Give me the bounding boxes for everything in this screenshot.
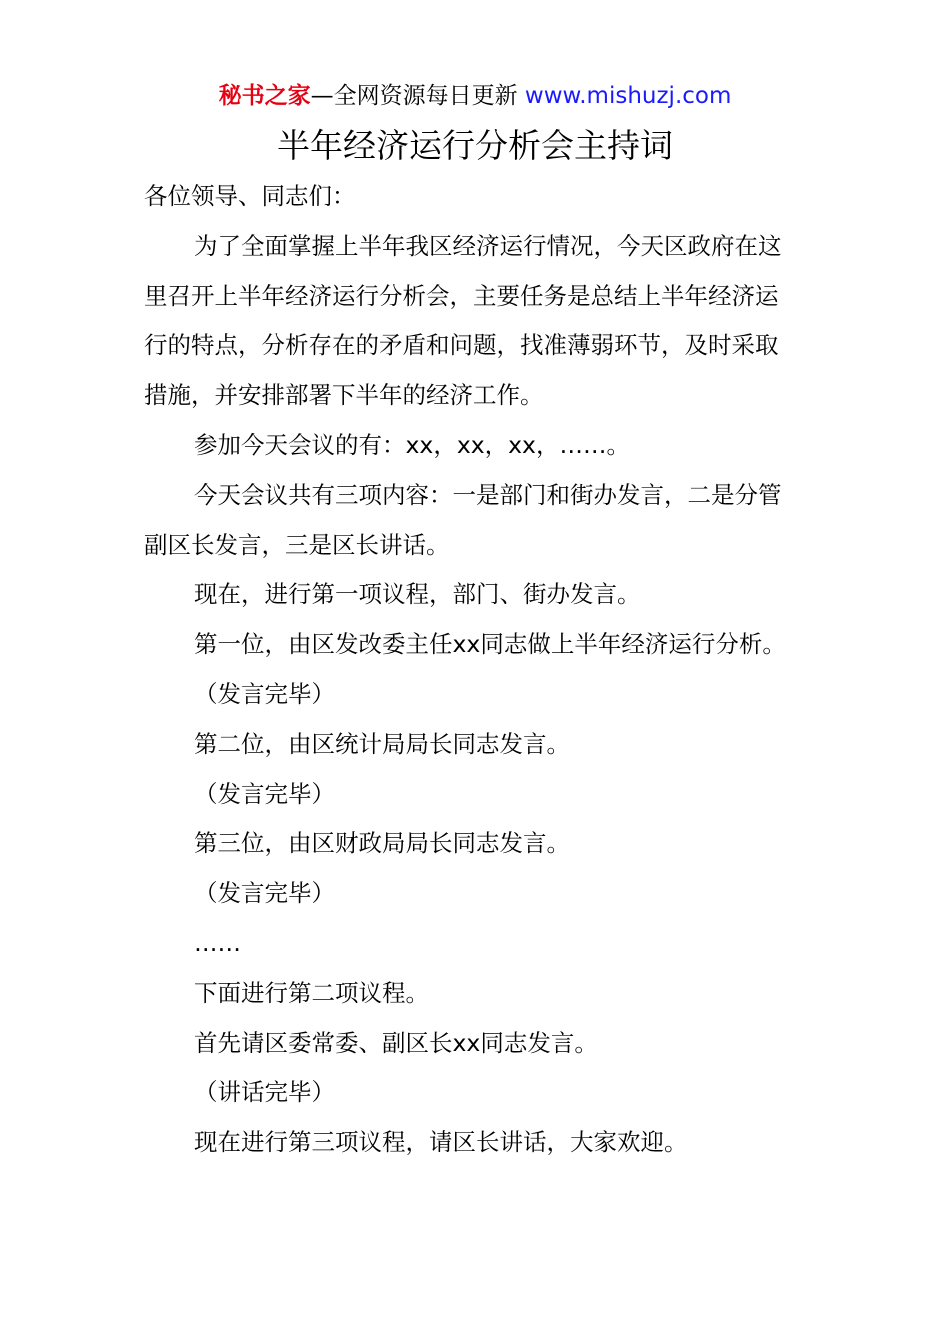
document-body	[144, 172, 790, 1168]
paragraph-speech-done: （发言完毕）	[194, 679, 335, 708]
paragraph-item-three: 现在进行第三项议程，请区长讲话，大家欢迎。	[194, 1128, 688, 1157]
paragraph-item-two: 下面进行第二项议程。	[194, 978, 429, 1007]
paragraph-speaker-1: 第一位，由区发改委主任xx同志做上半年经济运行分析。	[194, 630, 786, 659]
paragraph-speech-done: （发言完毕）	[194, 779, 335, 808]
paragraph-attendees: 参加今天会议的有：xx，xx，xx，……。	[194, 430, 630, 459]
paragraph-ellipsis: ……	[194, 928, 241, 957]
site-tagline: —全网资源每日更新	[310, 83, 525, 109]
site-url-link[interactable]: www.mishuzj.com	[524, 83, 732, 109]
paragraph-talk-done: （讲话完毕）	[194, 1078, 335, 1107]
paragraph-item-one: 现在，进行第一项议程，部门、街办发言。	[194, 580, 641, 609]
paragraph-speech-done: （发言完毕）	[194, 879, 335, 908]
site-brand: 秘书之家	[218, 83, 311, 109]
site-header	[0, 80, 950, 112]
salutation: 各位领导、同志们：	[144, 182, 356, 210]
document-title: 半年经济运行分析会主持词	[277, 126, 673, 165]
paragraph-vice-mayor: 首先请区委常委、副区长xx同志发言。	[194, 1028, 598, 1057]
paragraph-agenda: 今天会议共有三项内容：一是部门和街办发言，二是分管副区长发言，三是区长讲话。	[144, 480, 782, 559]
paragraph-speaker-2: 第二位，由区统计局局长同志发言。	[194, 729, 570, 758]
paragraph-speaker-3: 第三位，由区财政局局长同志发言。	[194, 829, 570, 858]
paragraph-intro: 为了全面掌握上半年我区经济运行情况，今天区政府在这里召开上半年经济运行分析会，主要任务是总结上半年经济运行的特点，分析存在的矛盾和问题，找准薄弱环节，及时采取措施，并安排部署下半年的经济工作。	[144, 231, 782, 410]
